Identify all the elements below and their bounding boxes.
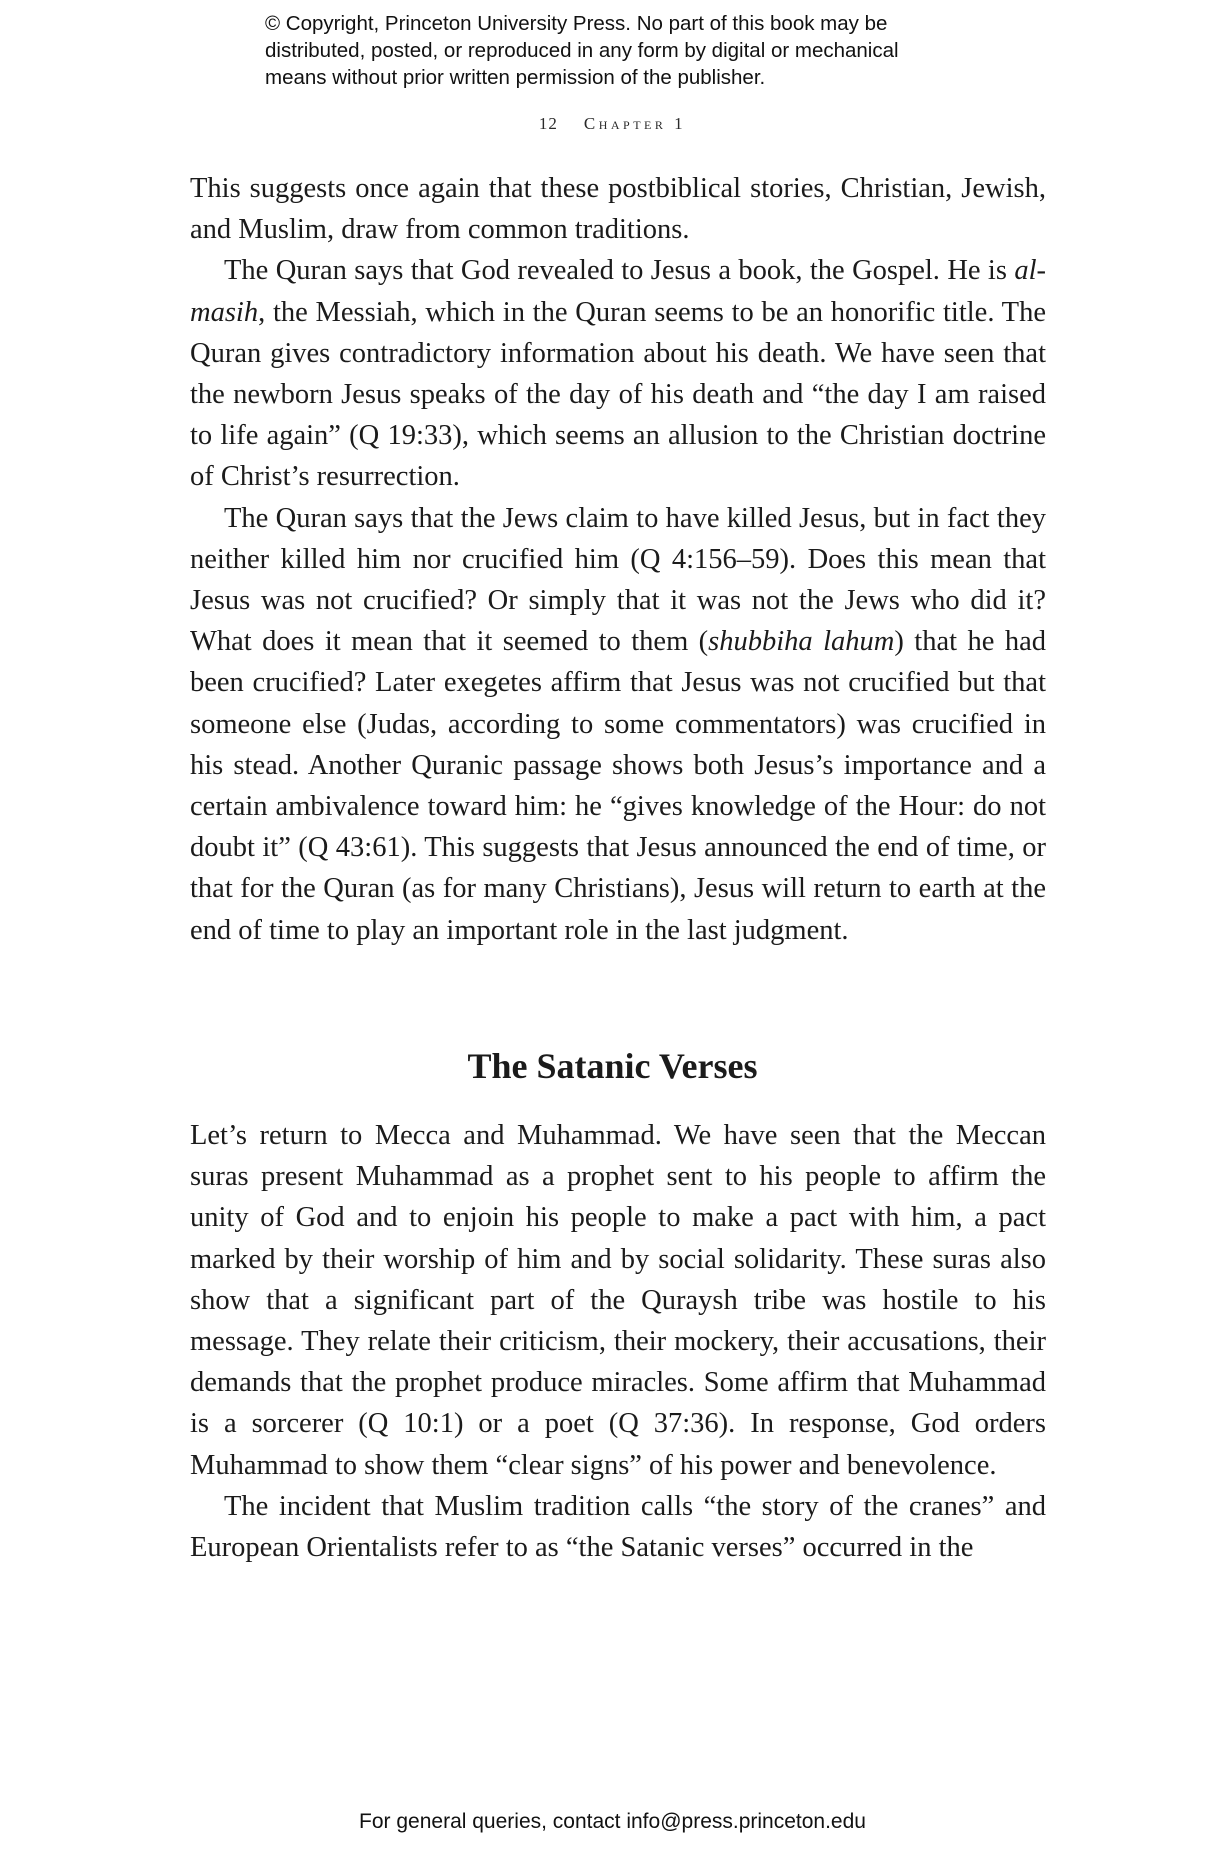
- body-text-before-heading: [190, 168, 1046, 951]
- footer-contact: For general queries, contact info@press.princeton.edu: [359, 1810, 866, 1833]
- copyright-line-2: distributed, posted, or reproduced in any form by digital or mechanical: [265, 39, 899, 62]
- chapter-label: Chapter 1: [583, 114, 687, 133]
- paragraph: This suggests once again that these postbiblical stories, Christian, Jewish, and Muslim, draw from common traditions.: [190, 173, 1046, 246]
- italic-term: al-masih: [190, 255, 1046, 328]
- paragraph-text: The Quran says that the Jews claim to have killed Jesus, but in fact they neither killed him nor crucified him (Q 4:156–59). Does this mean that Jesus was not crucified? Or simply that it was not the Jews who did it? What does it mean that it seemed to them (: [190, 502, 1046, 658]
- paragraph: [190, 250, 1046, 497]
- italic-term: shubbiha lahum: [708, 626, 895, 658]
- paragraph: The incident that Muslim tradition calls “the story of the cranes” and European Orientalists refer to as “the Satanic verses” occurred in the: [190, 1490, 1046, 1564]
- section-heading: The Satanic Verses: [467, 1046, 758, 1086]
- paragraph-text: , the Messiah, which in the Quran seems to be an honorific title. The Quran gives contradictory information about his death. We have seen that the newborn Jesus speaks of the day of his death and “the day I am raised to life again” (Q 19:33), which seems an allusion to the Christian doctrine of Christ’s resurrection.: [190, 296, 1046, 493]
- page-number: 12: [538, 114, 558, 133]
- paragraph: Let’s return to Mecca and Muhammad. We have seen that the Meccan suras present Muhammad as a prophet sent to his people to affirm the unity of God and to enjoin his people to make a pact with him, a pact marked by their worship of him and by social solidarity. These suras also show that a significant part of the Quraysh tribe was hostile to his message. They relate their criticism, their mockery, their accusations, their demands that the prophet produce miracles. Some affirm that Muhammad is a sorcerer (Q 10:1) or a poet (Q 37:36). In response, God orders Muhammad to show them “clear signs” of his power and benevolence.: [190, 1120, 1046, 1481]
- body-text-after-heading: [190, 1115, 1046, 1568]
- copyright-line-3: means without prior written permission of the publisher.: [265, 66, 766, 89]
- copyright-notice: [265, 10, 1025, 91]
- paragraph-text: ) that he had been crucified? Later exegetes affirm that Jesus was not crucified but that someone else (Judas, according to some commentators) was crucified in his stead. Another Quranic passage shows both Jesus’s importance and a certain ambivalence toward him: he “gives knowledge of the Hour: do not doubt it” (Q 43:61). This suggests that Jesus announced the end of time, or that for the Quran (as for many Christians), Jesus will return to earth at the end of time to play an important role in the last judgment.: [190, 626, 1046, 946]
- copyright-line-1: © Copyright, Princeton University Press. No part of this book may be: [265, 12, 888, 35]
- running-head: [0, 114, 1225, 134]
- paragraph-text: The Quran says that God revealed to Jesus a book, the Gospel. He is: [224, 255, 1015, 287]
- paragraph: [190, 498, 1046, 951]
